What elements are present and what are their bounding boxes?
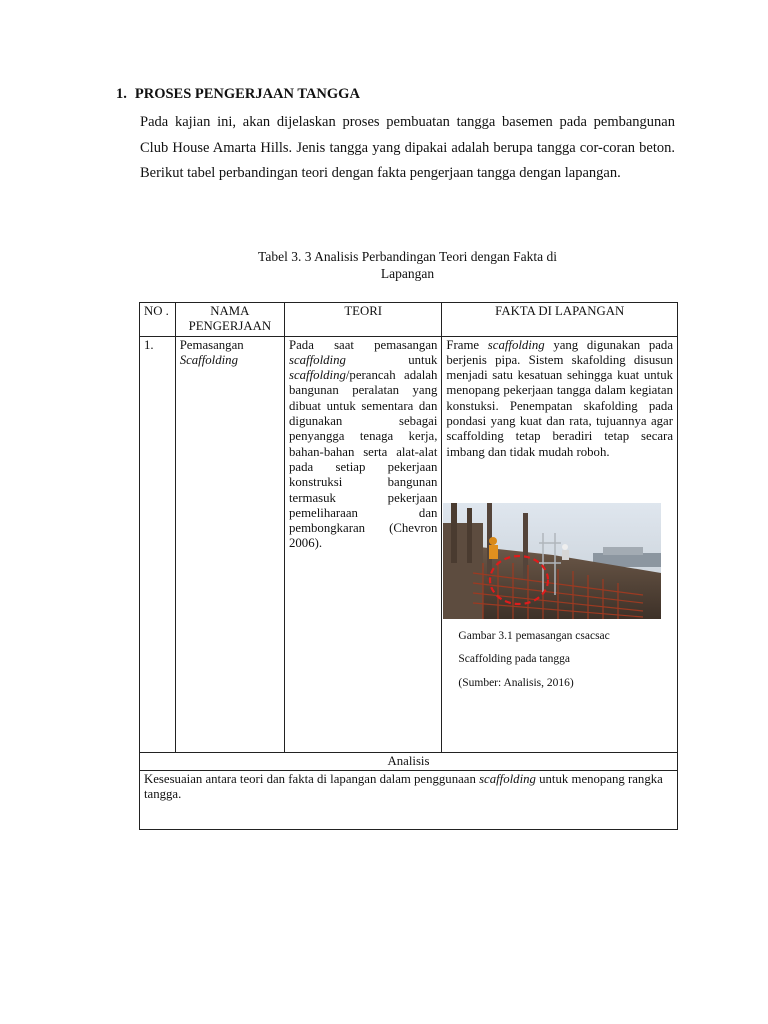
section-title: PROSES PENGERJAAN TANGGA — [134, 86, 360, 102]
row-teori — [285, 336, 442, 752]
row-nama-line2: Scaffolding — [179, 352, 238, 367]
row-nama-line1: Pemasangan — [179, 337, 244, 352]
header-no: NO . — [140, 303, 176, 337]
teori-text-3: /perancah adalah bangunan peralatan yang dibuat untuk sementara dan digunakan sebagai penyangga tenaga kerja, bahan-bahan serta alat-alat pada setiap pekerjaan konstruksi bangunan termasuk pekerjaan pemeliharaan dan pembongkaran (Chevron 2006). — [289, 368, 438, 551]
table-caption — [140, 248, 675, 282]
comparison-table — [139, 302, 678, 830]
row-fakta — [442, 336, 678, 752]
header-teori: TEORI — [285, 303, 442, 337]
teori-italic-2: scaffolding — [289, 368, 346, 383]
section-number: 1. — [116, 86, 127, 102]
table-caption-line1: Tabel 3. 3 Analisis Perbandingan Teori dengan Fakta di — [258, 249, 557, 264]
fakta-italic-1: scaffolding — [487, 337, 545, 352]
fakta-text — [446, 338, 673, 460]
figure-caption-line3: (Sumber: Analisis, 2016) — [458, 676, 574, 689]
section-heading — [116, 86, 360, 103]
analisis-label: Analisis — [140, 752, 678, 770]
teori-italic-1: scaffolding — [289, 352, 346, 367]
analisis-body-row — [140, 770, 678, 829]
scaffolding-photo — [443, 503, 661, 619]
header-nama: NAMA PENGERJAAN — [175, 303, 284, 337]
table-caption-line2: Lapangan — [380, 266, 435, 281]
figure-caption — [458, 625, 673, 696]
table-row — [140, 336, 678, 752]
analisis-text-1: Kesesuaian antara teori dan fakta di lapangan dalam penggunaan — [144, 771, 480, 786]
intro-paragraph: Pada kajian ini, akan dijelaskan proses pembuatan tangga basemen pada pembangunan Club House Amarta Hills. Jenis tangga yang dipakai adalah berupa tangga cor-coran beton. Berikut tabel perbandingan teori dengan fakta pengerjaan tangga dengan lapangan. — [140, 114, 675, 182]
fakta-text-1: Frame — [446, 337, 488, 352]
analisis-text — [140, 770, 678, 829]
teori-text-2: untuk — [345, 352, 438, 367]
row-no: 1. — [140, 336, 176, 752]
header-fakta: FAKTA DI LAPANGAN — [442, 303, 678, 337]
analisis-italic: scaffolding — [479, 771, 536, 786]
row-nama — [175, 336, 284, 752]
table-header-row — [140, 303, 678, 337]
figure-caption-line2: Scaffolding pada tangga — [458, 653, 570, 666]
analisis-text-2: untuk menopang rangka tangga. — [144, 771, 663, 802]
figure-caption-line1: Gambar 3.1 pemasangan csacsac — [458, 629, 610, 642]
analisis-header-row — [140, 752, 678, 770]
teori-text-1: Pada saat pemasangan — [289, 337, 438, 352]
fakta-text-2: yang digunakan pada berjenis pipa. Sistem skafolding disusun menjadi satu kesatuan sehingga kuat untuk menopang pekerjaan tangga dalam kegiatan konstuksi. Penempatan skafolding pada pondasi yang kuat dan rata, tujuannya agar scaffolding tetap beradiri tetap secara imbang dan tidak mudah roboh. — [446, 337, 673, 459]
